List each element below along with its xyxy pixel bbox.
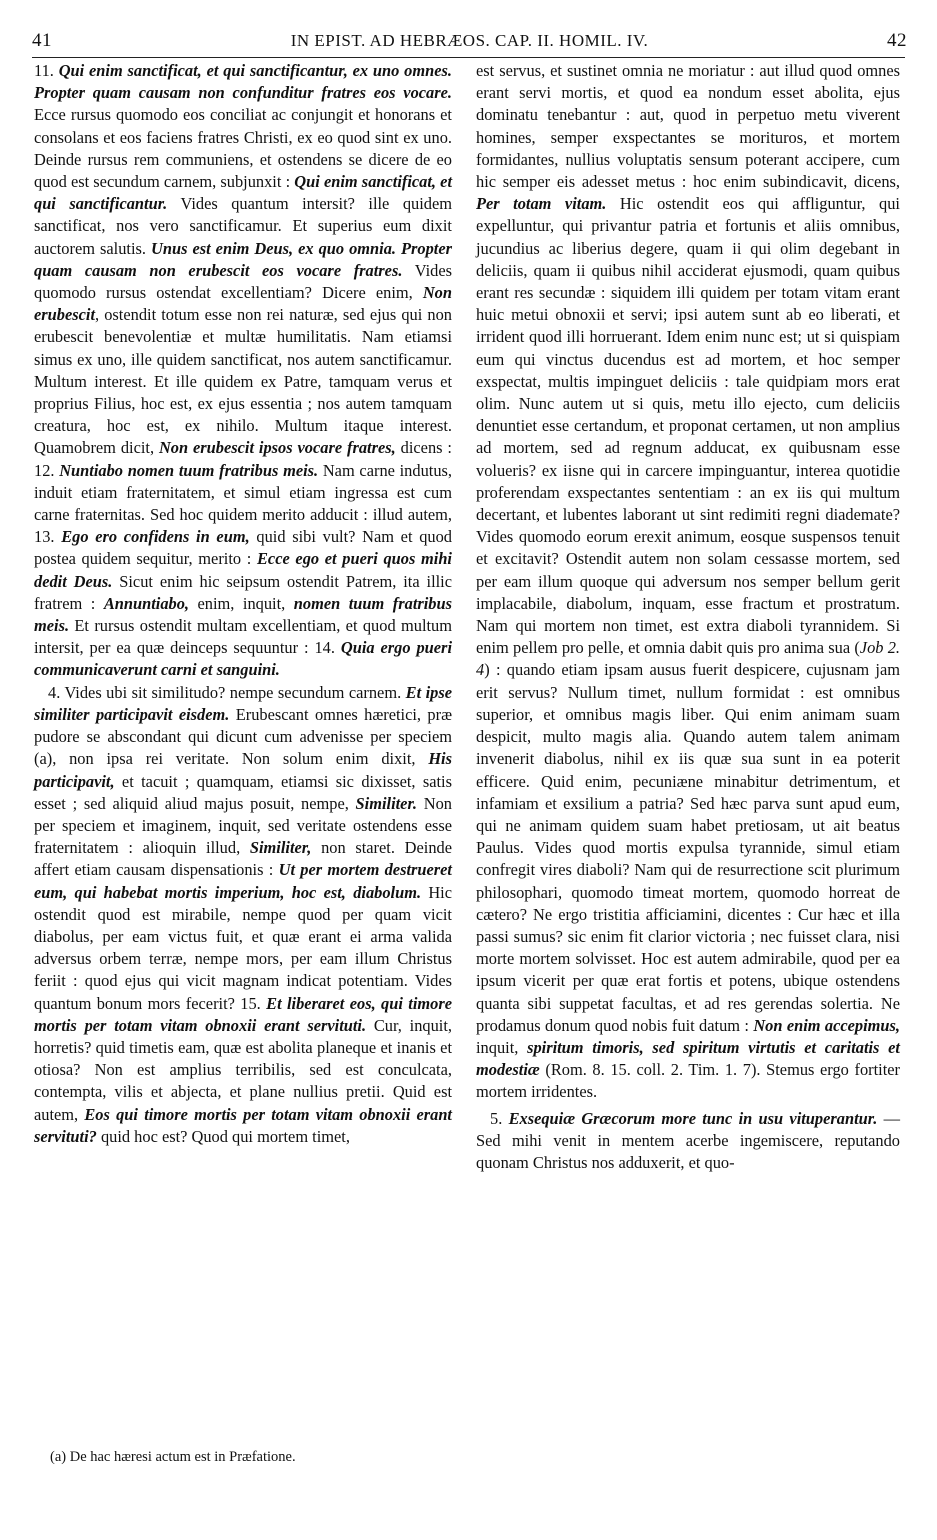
body-text: enim, inquit, bbox=[189, 593, 294, 613]
body-text: Non per speciem et imaginem, inquit, sed veritate ostendens esse fraternitatem : alioquin illud, bbox=[34, 793, 452, 858]
italic-text: Unus est enim Deus, ex quo omnia. Propter quam causam non erubescit eos vocare fratres. bbox=[34, 238, 452, 280]
body-text: Vides quantum intersit? ille quidem sanctificat, nos vero sanctificamur. Et superius eum dixit auctorem salutis. bbox=[34, 194, 452, 258]
running-title: IN EPIST. AD HEBRÆOS. CAP. II. HOMIL. IV. bbox=[290, 31, 649, 50]
body-text: Nam carne indutus, induit etiam fraternitatem, et simul etiam ingressa est cum carne fraternitas. Sed hoc quidem merito adducit : illud autem, 13. bbox=[34, 460, 452, 547]
italic-text: Nuntiabo nomen tuum fratribus meis. bbox=[59, 460, 319, 480]
page-number-right: 42 bbox=[886, 30, 907, 51]
paragraph bbox=[34, 682, 452, 1148]
body-text: Cur, inquit, horretis? quid timetis eam, quæ est abolita planeque et inanis et otiosa? Non est amplius terribilis, sed est conculcata, contempta, vilis et abjecta, et plane nullius pretii. Quid est autem, bbox=[34, 1015, 452, 1124]
italic-text: Ecce ego et pueri quos mihi dedit Deus. bbox=[34, 549, 452, 591]
paragraph bbox=[476, 60, 900, 1104]
italic-text: Eos qui timore mortis per totam vitam obnoxii erant servituti? bbox=[34, 1104, 452, 1146]
citation-text: Job 2. 4 bbox=[476, 638, 900, 680]
body-text: (Rom. 8. 15. coll. 2. Tim. 1. 7). Stemus ergo fortiter mortem irridentes. bbox=[476, 1060, 900, 1102]
body-text: 5. bbox=[490, 1108, 509, 1128]
italic-text: Qui enim sanctificat, et qui sanctificantur. bbox=[34, 172, 453, 214]
body-text: Et rursus ostendit multam excellentiam, et quod multum intersit, per ea quæ deinceps sequuntur : 14. bbox=[34, 616, 452, 658]
left-column bbox=[34, 60, 452, 1148]
body-text: Hic ostendit quod est mirabile, nempe quod per quam vicit diabolus, per eam victus fuit, et quæ erant ei arma valida adversus orbem terræ, nempe mors, per eam illum Christus feriit : quod ejus qui vicit magnam indicat potentiam. Vides quantum bonum mors fecerit? 15. bbox=[34, 882, 452, 1013]
italic-text: Annuntiabo, bbox=[103, 593, 189, 613]
body-text: , ostendit totum esse non rei naturæ, sed ejus qui non erubescit benevolentiæ et multæ humilitatis. Nam etiamsi simus ex uno, ille quidem sanctificat, nos autem sanctificamur. Multum interest. Et ille quidem ex Patre, tamquam verus et proprius Filius, hoc est, ex ejus essentia ; nos autem tamquam creatura, hoc est, ex nihilo. Multum itaque interest. Quamobrem dicit, bbox=[34, 305, 452, 458]
paragraph bbox=[476, 1108, 900, 1175]
italic-text: Similiter, bbox=[249, 838, 312, 858]
body-text: et tacuit ; quamquam, etiamsi sic dixisset, satis esset ; sed aliquid aliud majus posuit, nempe, bbox=[34, 771, 452, 813]
body-text: non staret. Deinde affert etiam causam dispensationis : bbox=[34, 838, 452, 880]
body-text: Erubescant omnes hæretici, præ pudore se abscondant qui dicunt cum advenisse per speciem (a), non ipsa rei veritate. Non solum enim dixit, bbox=[34, 704, 452, 769]
italic-text: spiritum timoris, sed spiritum virtutis et caritatis et modestiæ bbox=[476, 1037, 900, 1080]
italic-text: His participavit, bbox=[34, 749, 452, 791]
paragraph bbox=[34, 60, 452, 682]
italic-text: Quia ergo pueri communicaverunt carni et sanguini. bbox=[34, 638, 452, 680]
body-text: Hic ostendit eos qui affliguntur, qui expelluntur, qui privantur patria et fortunis et aliis omnibus, jucundius ac liberius degere, quam ii qui olim degebant in deliciis, quam ii quibus nihil acciderat ejusmodi, quam quibus erant res secundæ : siquidem illi quidem per totam vitam erant huic metui obnoxii et servi; ipsi autem sunt ab eo liberati, et irrident quod illi horruerant. Idem enim nunc est; ut si quispiam eum qui vinctus ducendus est ad mortem, et hoc semper exspectat, multis impinguet deliciis : tale quidpiam mors erat olim. Nunc autem ut si quis, metu illo ejecto, cum deliciis denuntiet esse certandum, et proponat certamen, ut non amplius ad mortem, sed ad regnum adducat, ex quibusnam esse volueris? ex iisne qui in carcere impinguantur, interea quotidie proferendam exspectantes sententiam : an ex iis qui multum decertant, et lubentes laborant ut sint redimiti regni diademate? Vides quomodo eorum erexit animum, eosque suspensos tenuit et excitavit? Ostendit autem non solam cessasse mortem, sed per eam illum quoque qui adversum nos semper bellum gerit implacabile, diabolum, inquam, esse fractum et prostratum. Nam qui mortem non timet, est extra diaboli tyrannidem. Si enim pellem pro pelle, et omnia dabit quis pro anima sua ( bbox=[476, 194, 900, 658]
italic-text: nomen tuum fratribus meis. bbox=[34, 593, 452, 636]
body-text: 11. bbox=[34, 61, 59, 80]
italic-text: Ego ero confidens in eum, bbox=[61, 527, 250, 547]
italic-text: Non enim accepimus, bbox=[753, 1015, 900, 1035]
italic-text: Et ipse similiter participavit eisdem. bbox=[34, 682, 452, 724]
page-number-left: 41 bbox=[32, 30, 52, 51]
body-text: Sicut enim hic seipsum ostendit Patrem, ita illic fratrem : bbox=[34, 571, 453, 613]
right-column bbox=[476, 60, 900, 1174]
italic-text: Per totam vitam. bbox=[476, 194, 607, 214]
body-text: dicens : 12. bbox=[34, 438, 452, 480]
italic-text: Ut per mortem destrueret eum, qui habebat mortis imperium, hoc est, diabolum. bbox=[34, 860, 452, 902]
running-header bbox=[32, 30, 907, 56]
italic-text: Similiter. bbox=[355, 793, 418, 813]
footnote: (a) De hac hæresi actum est in Præfatione. bbox=[50, 1449, 296, 1465]
italic-text: Non erubescit bbox=[34, 283, 452, 325]
body-text: Vides quomodo rursus ostendat excellentiam? Dicere enim, bbox=[34, 260, 452, 303]
italic-text: Non erubescit ipsos vocare fratres, bbox=[158, 438, 396, 458]
body-text: ) : quando etiam ipsam ausus fuerit despicere, cujusnam jam erit servus? Nullum timet, nullum formidat : est omnibus superior, et omnibus magis liber. Qui enim animam suam despicit, multo magis alia. Quando autem talem animam invenerit diabolus, nihil ex iis quæ sua sunt in ea poterit efficere. Quid enim, pecuniæne minabitur detrimentum, et infamiam et exsilium a patria? Sed hæc parva sunt apud eum, qui ne animam quidem suam habet pretiosam, ut ait beatus Paulus. Vides quod mortis expulsa tyrannide, simul etiam confregit vires diaboli? Nam qui de resurrectione scit plurimum philosophari, quomodo timeat mortem, quomodo horreat de cætero? Ne ergo tristitia afficiamini, dicentes : Cur hæc et illa passi sumus? sic enim fit clarior victoria ; nec fuisset clara, nisi morte mortem solvisset. Hoc est autem admirabile, quod per ea ipsum vicerit per quæ erat fortis et potens, ubique ostendens quanta sibi suppetat facultas, et ad res gerendas solertia. Ne prodamus donum quod nobis fuit datum : bbox=[476, 660, 900, 1035]
body-text: — Sed mihi venit in mentem acerbe ingemiscere, reputando quonam Christus nos adduxerit, et quo- bbox=[476, 1108, 900, 1172]
italic-text: Et liberaret eos, qui timore mortis per totam vitam obnoxii erant servituti. bbox=[34, 993, 452, 1035]
body-text: quid sibi vult? Nam et quod postea quidem sequitur, merito : bbox=[34, 527, 452, 569]
body-text: inquit, bbox=[476, 1037, 528, 1057]
body-text: est servus, et sustinet omnia ne moriatur : aut illud quod omnes erant servi mortis, et quod ea nondum esset abolita, ejus dominatu tenebantur : aut, quod in perpetuo metu viverent homines, semper exspectantes se morituros, et mortem formidantes, nullius voluptatis sensum poterant accipere, cum hic semper eis adesset metus : hoc enim subindicavit, dicens, bbox=[476, 61, 900, 192]
header-rule bbox=[32, 57, 905, 58]
body-text: quid hoc est? Quod qui mortem timet, bbox=[96, 1126, 350, 1146]
italic-text: Exsequiæ Græcorum more tunc in usu vituperantur. bbox=[508, 1108, 878, 1128]
body-text: Ecce rursus quomodo eos conciliat ac conjungit et honorans et consolans et eos faciens fratres Christi, ex eo quod sint ex uno. Deinde rursus rem communiens, et ostendens se dicere de eo quod est secundum carnem, subjunxit : bbox=[34, 105, 452, 192]
italic-text: Qui enim sanctificat, et qui sanctificantur, ex uno omnes. Propter quam causam non confunditur fratres eos vocare. bbox=[34, 61, 452, 103]
body-text: 4. Vides ubi sit similitudo? nempe secundum carnem. bbox=[48, 682, 406, 702]
